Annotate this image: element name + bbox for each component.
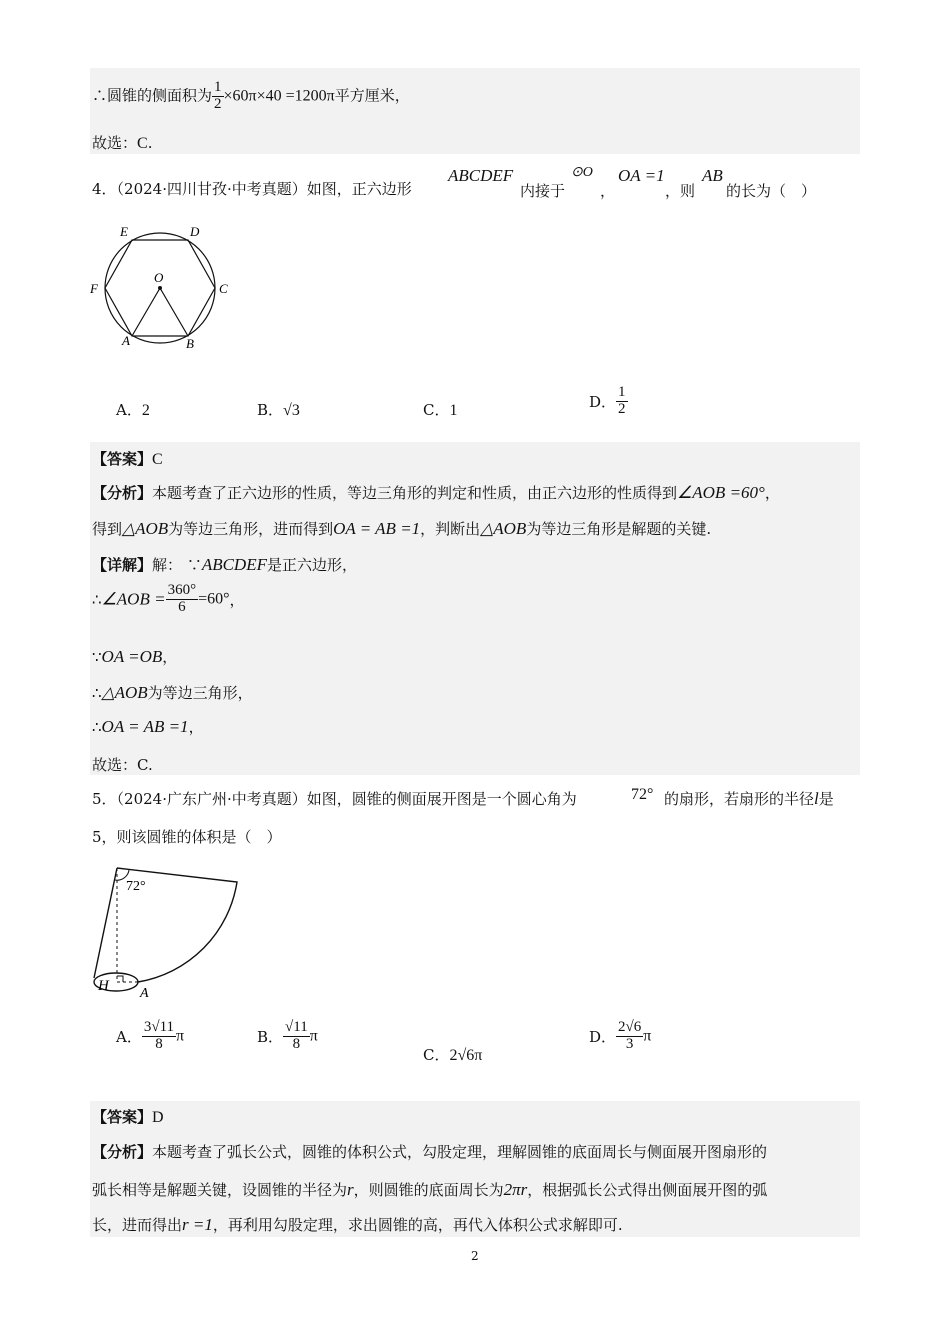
q5-stem-line1: 5．（2024·广东广州·中考真题）如图，圆锥的侧面展开图是一个圆心角为	[92, 790, 577, 808]
q4-detail-line1: 【详解】解： ∵ABCDEF是正六边形，	[92, 555, 357, 574]
q4-then: ，则	[665, 182, 696, 200]
q4-option-d[interactable]: D． $\frac{1}{2}$	[589, 384, 626, 417]
label-b: B	[186, 336, 194, 351]
q4-inscribed: 内接于	[520, 182, 566, 200]
segment-oa	[132, 288, 160, 336]
q4-option-c[interactable]: C．1	[423, 401, 458, 419]
q5-angle: 72°	[631, 786, 654, 803]
prev-area-line: ∴圆锥的侧面积为 $\frac{1}{2}$ ×60π×40 =1200π平方厘米，	[92, 79, 410, 112]
q5-analysis-line3: 长，进而得出r =1，再利用勾股定理，求出圆锥的高，再代入体积公式求解即可.	[92, 1215, 623, 1234]
q4-analysis-line1: 【分析】本题考查了正六边形的性质，等边三角形的判定和性质，由正六边形的性质得到∠AOB =60°，	[92, 483, 780, 502]
label-c: C	[219, 281, 228, 296]
label-o: O	[154, 270, 164, 285]
label-d: D	[190, 224, 200, 239]
q4-oa-eq: OA =1	[618, 166, 665, 185]
label-a: A	[140, 986, 149, 1001]
q4-detail-result: ∴OA = AB =1，	[92, 717, 204, 736]
prev-choice-line: 故选：C.	[92, 134, 153, 152]
center-point	[158, 286, 162, 290]
label-a: A	[122, 333, 130, 348]
q4-hexagon-figure	[86, 218, 236, 358]
q4-answer: 【答案】C	[92, 450, 163, 468]
q5-cone-figure	[86, 862, 246, 1004]
label-e: E	[120, 224, 128, 239]
angle-label: 72°	[126, 879, 146, 894]
q4-detail-angle: ∴∠AOB = $\frac{360^\circ}{6}$ =60°，	[92, 582, 245, 615]
q5-analysis-line2: 弧长相等是解题关键，设圆锥的半径为r，则圆锥的底面周长为2πr，根据弧长公式得出侧面展开图的弧	[92, 1180, 768, 1199]
right-angle-mark	[117, 976, 123, 982]
q4-choice: 故选：C.	[92, 756, 153, 774]
q4-comma: ，	[600, 182, 616, 200]
q4-hexagon-name: ABCDEF	[448, 166, 514, 185]
q5-option-c[interactable]: C．2√6π	[423, 1046, 483, 1064]
fraction-360-over-6: $\frac{360^\circ}{6}$	[167, 582, 197, 615]
q5-stem-line1b: 的扇形，若扇形的半径l是	[664, 789, 834, 808]
fraction: $\frac{1}{2}$	[618, 384, 626, 417]
q4-analysis-line2: 得到△AOB为等边三角形，进而得到OA = AB =1，判断出△AOB为等边三角形是解题的关键.	[92, 519, 712, 538]
q4-ab: AB	[702, 166, 723, 185]
q4-stem: 4．（2024·四川甘孜·中考真题）如图，正六边形	[92, 180, 412, 198]
q5-answer: 【答案】D	[92, 1108, 164, 1126]
q4-detail-equilateral: ∴△AOB为等边三角形，	[92, 683, 253, 702]
page-number: 2	[471, 1249, 479, 1263]
fraction: $\frac{3√11}{8}$	[143, 1019, 175, 1052]
q5-option-b[interactable]: B． $\frac{√11}{8}$ π	[257, 1019, 318, 1052]
q5-option-d[interactable]: D． $\frac{2√6}{3}$ π	[589, 1019, 652, 1052]
q4-detail-oa-ob: ∵OA =OB，	[92, 647, 178, 666]
q4-option-b[interactable]: B．√3	[257, 401, 300, 419]
cone-left-edge	[94, 868, 117, 978]
label-h: H	[98, 978, 109, 994]
q4-ask: 的长为（ ）	[726, 182, 817, 200]
label-f: F	[90, 281, 98, 296]
segment-ob	[160, 288, 188, 336]
fraction-half: $\frac{1}{2}$	[214, 79, 222, 112]
fraction: $\frac{2√6}{3}$	[618, 1019, 642, 1052]
q5-stem-line2: 5，则该圆锥的体积是（ ）	[92, 828, 282, 846]
q4-option-a[interactable]: A．2	[116, 401, 150, 419]
q5-option-a[interactable]: A． $\frac{3√11}{8}$ π	[116, 1019, 185, 1052]
q4-circle-o: ⊙O	[571, 165, 593, 180]
q5-analysis-line1: 【分析】本题考查了弧长公式，圆锥的体积公式，勾股定理，理解圆锥的底面周长与侧面展开图扇形的	[92, 1143, 768, 1161]
fraction: $\frac{√11}{8}$	[285, 1019, 308, 1052]
